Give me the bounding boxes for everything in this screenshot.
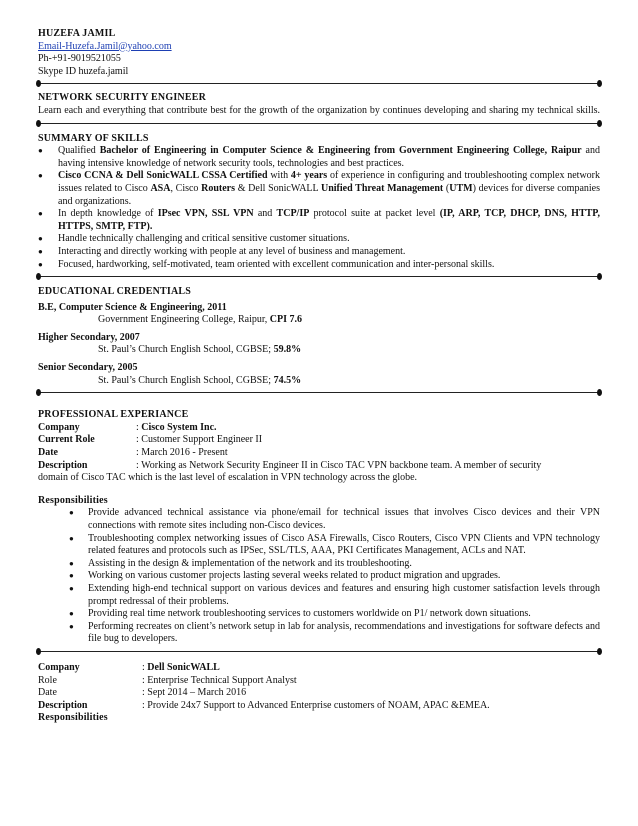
education-entry: Senior Secondary, 2005 St. Paul’s Church English School, CGBSE; 74.5% — [38, 362, 302, 386]
list-item: ● Provide advanced technical assistance via phone/email for technical issues that involves Cisco devices and their VPN connections with remote sites including non-Cisco devices. — [38, 507, 600, 532]
skype-id: Skype ID huzefa.jamil — [38, 65, 129, 77]
job-dell: Company : Dell SonicWALL Role : Enterprise Technical Support Analyst Date : Sept 2014 – March 2016 Description : Provide 24x7 Support to Advanced Enterprise customers of NOAM, APAC &EMEA. Responsibilities — [38, 662, 600, 725]
candidate-name: HUZEFA JAMIL — [38, 28, 116, 39]
section-divider — [38, 648, 600, 656]
resume-page — [38, 28, 600, 725]
education-title: EDUCATIONAL CREDENTIALS — [38, 286, 192, 298]
section-divider — [38, 389, 600, 397]
list-item: ● In depth knowledge of IPsec VPN, SSL VPN and TCP/IP protocol suite at packet level (IP, ARP, TCP, DHCP, DNS, HTTP, HTTPS, SMTP, FTP). — [38, 208, 600, 233]
education-entry: B.E, Computer Science & Engineering, 2011 Government Engineering College, Raipur, CPI 7.6 — [38, 301, 303, 326]
skills-title: SUMMARY OF SKILLS — [38, 132, 149, 144]
phone-number: Ph-+91-9019521055 — [38, 53, 121, 65]
list-item: ● Working on various customer projects lasting several weeks related to product migration and upgrades. — [38, 570, 600, 583]
list-item: ● Cisco CCNA & Dell SonicWALL CSSA Certified with 4+ years of experience in configuring and troubleshooting complex network issues related to Cisco ASA, Cisco Routers & Dell SonicWALL Unified Threat Management (UTM) devices for diverse companies and organizations. — [38, 170, 600, 208]
skills-list — [38, 145, 600, 271]
section-divider — [38, 273, 600, 281]
list-item: ● Extending high-end technical support on various devices and features and ensuring high customer satisfaction levels through prompt redressal of their problems. — [38, 583, 600, 608]
education-entry: Higher Secondary, 2007 St. Paul’s Church English School, CGBSE; 59.8% — [38, 331, 302, 356]
list-item: ● Assisting in the design & implementation of the network and its troubleshooting. — [38, 558, 600, 571]
list-item: ● Troubleshooting complex networking issues of Cisco ASA Firewalls, Cisco Routers, Cisco VPN Clients and VPN technology related features and protocols such as IPSec, SSL/TLS, AAA, PKI Certificates Management, ACLs and NAT. — [38, 533, 600, 558]
section-divider — [38, 120, 600, 128]
list-item: ● Providing real time network troubleshooting services to customers worldwide on P1/ network down situations. — [38, 608, 600, 621]
list-item: ● Handle technically challenging and critical sensitive customer situations. — [38, 233, 600, 246]
list-item: ● Performing recreates on client’s network setup in lab for analysis, recommendations and investigations for software defects and file bug to developers. — [38, 621, 600, 646]
responsibilities-title: Responsibilities — [38, 712, 108, 724]
list-item: ● Qualified Bachelor of Engineering in Computer Science & Engineering from Government Engineering College, Raipur and having intensive knowledge of network security tools, technologies and best practices. — [38, 145, 600, 170]
section-divider — [38, 80, 600, 88]
list-item: ● Focused, hardworking, self-motivated, team oriented with excellent communication and inter-personal skills. — [38, 259, 600, 272]
contact-block — [38, 28, 600, 78]
email-link[interactable]: Email-Huzefa.Jamil@yahoo.com — [38, 40, 172, 52]
responsibilities-title: Responsibilities — [38, 494, 108, 506]
objective-title: NETWORK SECURITY ENGINEER — [38, 92, 206, 104]
job-cisco: Company : Cisco System Inc. Current Role : Customer Support Engineer II Date : March 2016 - Present Description : Working as Network Security Engineer II in Cisco TAC VPN backbone team. A member of security domain of Cisco TAC which is the last level of escalation in VPN technology across the globe. Responsibilities ● Provide advanced technical assistance via phone/email for technical issues that involves Cisco devices and their VPN connections with remote sites including non-Cisco devices. ● Troubleshooting complex networking issues of Cisco ASA Firewalls, Cisco Routers, Cisco VPN Clients and VPN technology related features and protocols such as IPSec, SSL/TLS, AAA, PKI Certificates Management, ACLs and NAT. ● Assisting in the design & implementation of the network and its troubleshooting. ● Working on various customer projects lasting several weeks related to product migration and upgrades. ● Extending high-end technical support on various devices and features and ensuring high customer satisfaction levels through prompt redressal of their problems. ● Providing real time network troubleshooting services to customers worldwide on P1/ network down situations. ● Performing recreates on client’s network setup in lab for analysis, recommendations and investigations for software defects and file bug to developers. — [38, 422, 600, 646]
experience-title: PROFESSIONAL EXPERIANCE — [38, 409, 189, 421]
objective-text: Learn each and everything that contribute best for the growth of the organization by continues developing and sharing my technical skills. — [38, 104, 600, 116]
responsibilities-list — [38, 507, 600, 646]
list-item: ● Interacting and directly working with people at any level of business and management. — [38, 246, 600, 259]
